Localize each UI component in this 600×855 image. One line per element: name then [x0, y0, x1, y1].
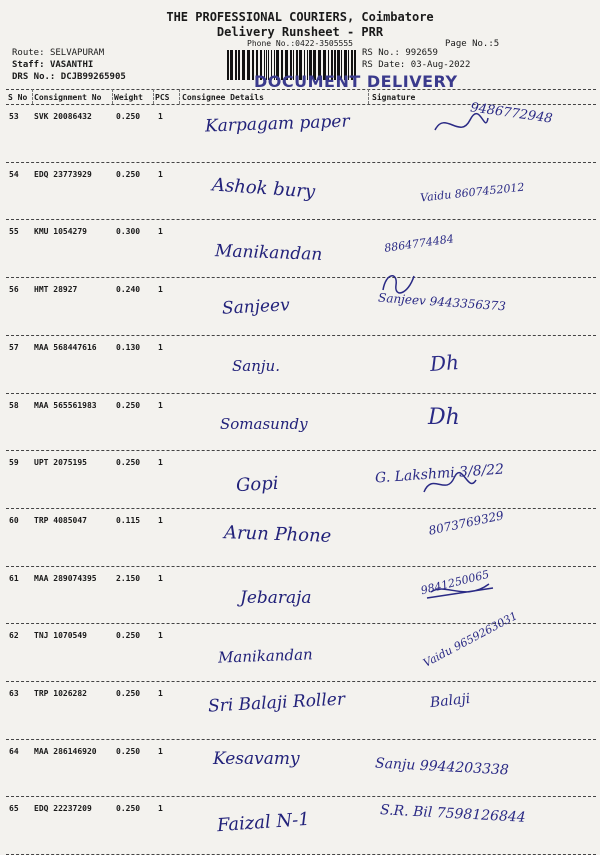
row-signature-handwriting: 8073769329	[427, 508, 505, 538]
drs-value: DCJB99265905	[60, 72, 126, 82]
col-divider	[179, 89, 180, 104]
row-consignee-handwriting: Sri Balaji Roller	[207, 689, 346, 717]
staff-label: Staff:	[12, 60, 45, 70]
row-sno: 65	[9, 804, 19, 814]
signature-scribble	[430, 110, 490, 140]
row-divider	[6, 393, 596, 394]
row-consignment-no: MAA 286146920	[34, 746, 97, 756]
row-divider	[6, 508, 596, 509]
row-sno: 56	[9, 285, 19, 295]
staff-field	[12, 60, 93, 70]
row-consignment-no: MAA 565561983	[34, 400, 97, 410]
row-sno: 61	[9, 573, 19, 583]
row-weight: 0.240	[116, 285, 141, 295]
col-consignee: Consignee Details	[182, 93, 264, 102]
row-divider	[6, 335, 596, 336]
col-weight: Weight	[114, 93, 143, 102]
row-weight: 0.250	[116, 400, 141, 410]
row-pcs: 1	[158, 746, 163, 756]
row-consignee-handwriting: Manikandan	[214, 241, 323, 266]
row-signature-handwriting: G. Lakshmi 3/8/22	[374, 461, 505, 487]
row-signature-handwriting: Dh	[429, 349, 460, 376]
rs-no-label: RS No.:	[362, 48, 400, 58]
col-consignment: Consignment No	[34, 93, 102, 102]
row-pcs: 1	[158, 804, 163, 814]
col-divider	[112, 89, 113, 104]
row-consignee-handwriting: Gopi	[235, 473, 280, 497]
row-weight: 0.250	[116, 112, 141, 121]
staff-value: VASANTHI	[49, 60, 94, 70]
header-top-divider	[6, 89, 596, 90]
row-pcs: 1	[158, 342, 163, 352]
drs-label: DRS No.:	[12, 72, 56, 82]
row-pcs: 1	[158, 573, 163, 583]
page-number: Page No.:5	[445, 39, 500, 49]
row-signature-handwriting: Vaidu 8607452012	[419, 180, 526, 205]
row-pcs: 1	[158, 515, 163, 525]
row-signature-handwriting: 8864774484	[383, 232, 455, 256]
row-signature-handwriting: Dh	[428, 404, 460, 430]
row-consignee-handwriting: Somasundy	[220, 414, 308, 433]
row-consignee-handwriting: Kesavamy	[213, 748, 300, 769]
row-consignment-no: EDQ 22237209	[34, 804, 92, 814]
row-consignment-no: SVK 20086432	[34, 112, 92, 121]
row-sno: 59	[9, 458, 19, 468]
document-delivery-stamp: DOCUMENT DELIVERY	[254, 72, 458, 91]
row-weight: 2.150	[116, 573, 141, 583]
row-consignee-handwriting: Sanju.	[232, 356, 280, 375]
signature-scribble	[425, 580, 495, 604]
col-pcs: PCS	[155, 93, 170, 102]
row-consignee-handwriting: Jebaraja	[240, 587, 312, 608]
row-weight: 0.250	[116, 169, 141, 179]
row-sno: 63	[9, 689, 19, 698]
drs-field	[12, 72, 126, 82]
route-field	[12, 48, 104, 58]
rs-date-field	[362, 60, 470, 70]
col-signature: Signature	[372, 93, 416, 102]
row-sno: 53	[9, 112, 19, 121]
rs-date-value: 03-Aug-2022	[410, 60, 471, 70]
company-name: THE PROFESSIONAL COURIERS, Coimbatore	[166, 10, 434, 24]
row-pcs: 1	[158, 689, 163, 698]
row-weight: 0.115	[116, 515, 141, 525]
row-sno: 54	[9, 169, 19, 179]
phone-number: Phone No.:0422-3505555	[247, 39, 353, 48]
row-consignee-handwriting: Manikandan	[217, 645, 313, 667]
row-signature-handwriting: Vaidu 9659263031	[421, 609, 520, 671]
row-consignment-no: TNJ 1070549	[34, 631, 87, 641]
row-signature-handwriting: S.R. Bil 7598126844	[379, 802, 527, 827]
row-weight: 0.250	[116, 631, 141, 641]
row-weight: 0.250	[116, 689, 141, 698]
row-signature-handwriting: Balaji	[429, 690, 472, 712]
col-divider	[32, 89, 33, 104]
row-consignment-no: TRP 4085047	[34, 515, 87, 525]
row-sno: 62	[9, 631, 19, 641]
row-signature-handwriting: 9841250065	[419, 567, 491, 597]
row-sno: 64	[9, 746, 19, 756]
row-pcs: 1	[158, 112, 163, 121]
sheet-title: Delivery Runsheet - PRR	[216, 25, 384, 39]
rs-no-value: 992659	[405, 48, 438, 58]
row-pcs: 1	[158, 631, 163, 641]
route-value: SELVAPURAM	[49, 48, 105, 58]
row-sno: 57	[9, 342, 19, 352]
row-divider	[6, 566, 596, 567]
rs-no-field	[362, 48, 438, 58]
col-divider	[153, 89, 154, 104]
row-divider	[6, 796, 596, 797]
signature-scribble	[420, 470, 480, 500]
row-sno: 60	[9, 515, 19, 525]
row-pcs: 1	[158, 400, 163, 410]
col-divider	[368, 89, 369, 104]
route-label: Route:	[12, 48, 45, 58]
row-weight: 0.250	[116, 458, 141, 468]
row-divider	[6, 162, 596, 163]
row-consignee-handwriting: Karpagam paper	[204, 111, 350, 137]
row-sno: 58	[9, 400, 19, 410]
row-consignment-no: EDQ 23773929	[34, 169, 92, 179]
row-divider	[6, 739, 596, 740]
row-sno: 55	[9, 227, 19, 237]
row-signature-handwriting: Sanju 9944203338	[374, 755, 510, 779]
row-divider	[6, 277, 596, 278]
row-signature-handwriting: Sanjeev 9443356373	[377, 290, 507, 314]
row-weight: 0.300	[116, 227, 141, 237]
row-divider	[6, 450, 596, 451]
row-pcs: 1	[158, 285, 163, 295]
row-consignee-handwriting: Faizal N-1	[216, 809, 311, 837]
row-consignment-no: UPT 2075195	[34, 458, 87, 468]
row-weight: 0.250	[116, 804, 141, 814]
row-weight: 0.250	[116, 746, 141, 756]
row-pcs: 1	[158, 227, 163, 237]
row-pcs: 1	[158, 169, 163, 179]
row-divider	[6, 219, 596, 220]
row-divider	[6, 681, 596, 682]
row-signature-handwriting: 9486772948	[469, 100, 554, 127]
signature-scribble	[378, 270, 418, 298]
row-consignee-handwriting: Arun Phone	[223, 522, 332, 547]
row-consignment-no: MAA 289074395	[34, 573, 97, 583]
row-pcs: 1	[158, 458, 163, 468]
row-consignee-handwriting: Sanjeev	[221, 295, 291, 319]
row-weight: 0.130	[116, 342, 141, 352]
row-consignment-no: KMU 1054279	[34, 227, 87, 237]
col-sno: S No	[8, 93, 28, 102]
row-consignee-handwriting: Ashok bury	[211, 174, 316, 203]
row-consignment-no: MAA 568447616	[34, 342, 97, 352]
rs-date-label: RS Date:	[362, 60, 406, 70]
row-consignment-no: TRP 1026282	[34, 689, 87, 698]
row-consignment-no: HMT 28927	[34, 285, 78, 295]
